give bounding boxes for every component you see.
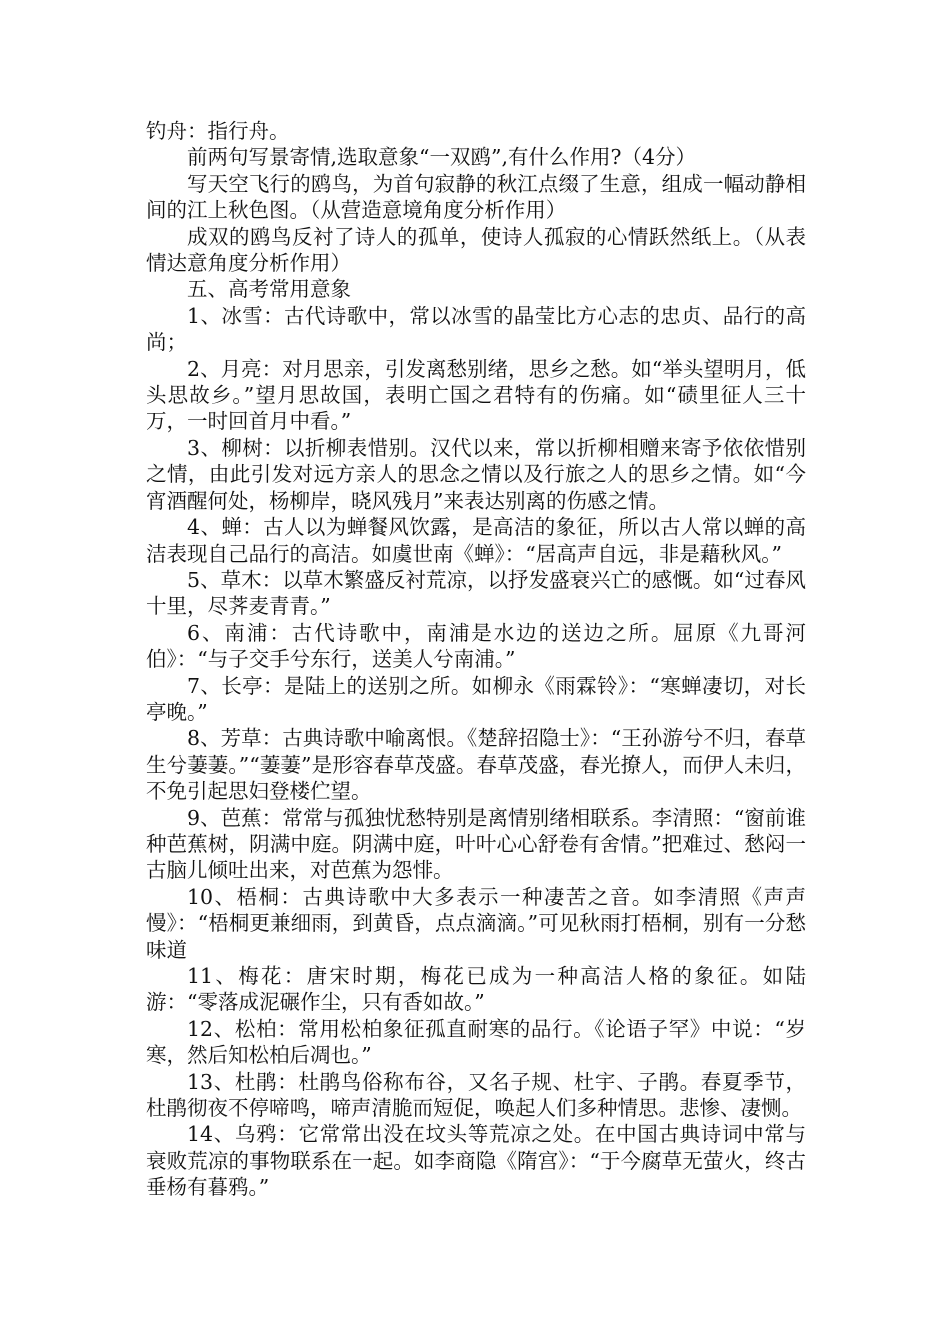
imagery-item-10: 10、梧桐：古典诗歌中大多表示一种凄苦之音。如李清照《声声慢》：“梧桐更兼细雨，到黄昏，点点滴滴。”可见秋雨打梧桐，别有一分愁味道 bbox=[146, 884, 806, 962]
imagery-item-2: 2、月亮：对月思亲，引发离愁别绪，思乡之愁。如“举头望明月，低头思故乡。”望月思故国，表明亡国之君特有的伤痛。如“碛里征人三十万，一时回首月中看。” bbox=[146, 356, 806, 434]
imagery-item-13: 13、杜鹃：杜鹃鸟俗称布谷，又名子规、杜宇、子鹃。春夏季节，杜鹃彻夜不停啼鸣，啼声清脆而短促，唤起人们多种情思。悲惨、凄恻。 bbox=[146, 1069, 806, 1121]
answer-paragraph-2: 成双的鸥鸟反衬了诗人的孤单，使诗人孤寂的心情跃然纸上。（从表情达意角度分析作用） bbox=[146, 224, 806, 276]
imagery-item-4: 4、蝉：古人以为蝉餐风饮露，是高洁的象征，所以古人常以蝉的高洁表现自己品行的高洁。如虞世南《蝉》：“居高声自远，非是藉秋风。” bbox=[146, 515, 806, 566]
answer-paragraph-1: 写天空飞行的鸥鸟，为首句寂静的秋江点缀了生意，组成一幅动静相间的江上秋色图。（从营造意境角度分析作用） bbox=[146, 171, 806, 223]
imagery-item-8: 8、芳草：古典诗歌中喻离恨。《楚辞招隐士》：“王孙游兮不归，春草生兮萋萋。”“萋萋”是形容春草茂盛。春草茂盛，春光撩人，而伊人未归，不免引起思妇登楼伫望。 bbox=[146, 726, 806, 804]
imagery-item-12: 12、松柏：常用松柏象征孤直耐寒的品行。《论语子罕》中说：“岁寒，然后知松柏后凋也。” bbox=[146, 1016, 806, 1068]
imagery-item-3: 3、柳树：以折柳表惜别。汉代以来，常以折柳相赠来寄予依依惜别之情，由此引发对远方亲人的思念之情以及行旅之人的思乡之情。如“今宵酒醒何处，杨柳岸，晓风残月”来表达别离的伤感之情。 bbox=[146, 435, 806, 513]
imagery-item-14: 14、乌鸦：它常常出没在坟头等荒凉之处。在中国古典诗词中常与衰败荒凉的事物联系在一起。如李商隐《隋宫》：“于今腐草无萤火，终古垂杨有暮鸦。” bbox=[146, 1122, 806, 1200]
paragraph-line-1: 钓舟：指行舟。 bbox=[146, 119, 290, 143]
imagery-item-7: 7、长亭：是陆上的送别之所。如柳永《雨霖铃》：“寒蝉凄切，对长亭晚。” bbox=[146, 673, 806, 724]
document-body bbox=[146, 118, 806, 1201]
imagery-item-9: 9、芭蕉：常常与孤独忧愁特别是离情别绪相联系。李清照：“窗前谁种芭蕉树，阴满中庭。阴满中庭，叶叶心心舒卷有舍情。”把难过、愁闷一古脑儿倾吐出来，对芭蕉为怨悱。 bbox=[146, 805, 806, 883]
imagery-item-6: 6、南浦：古代诗歌中，南浦是水边的送边之所。屈原《九哥河伯》：“与子交手兮东行，送美人兮南浦。” bbox=[146, 620, 806, 672]
imagery-item-5: 5、草木：以草木繁盛反衬荒凉，以抒发盛衰兴亡的感慨。如“过春风十里，尽荠麦青青。” bbox=[146, 567, 806, 619]
section-heading: 五、高考常用意象 bbox=[187, 277, 351, 302]
imagery-item-11: 11、梅花：唐宋时期，梅花已成为一种高洁人格的象征。如陆游：“零落成泥碾作尘，只有香如故。” bbox=[146, 964, 806, 1015]
question-paragraph: 前两句写景寄情,选取意象“一双鸥”,有什么作用?（4分） bbox=[187, 145, 697, 170]
imagery-item-1: 1、冰雪：古代诗歌中，常以冰雪的晶莹比方心志的忠贞、品行的高尚； bbox=[146, 303, 806, 355]
